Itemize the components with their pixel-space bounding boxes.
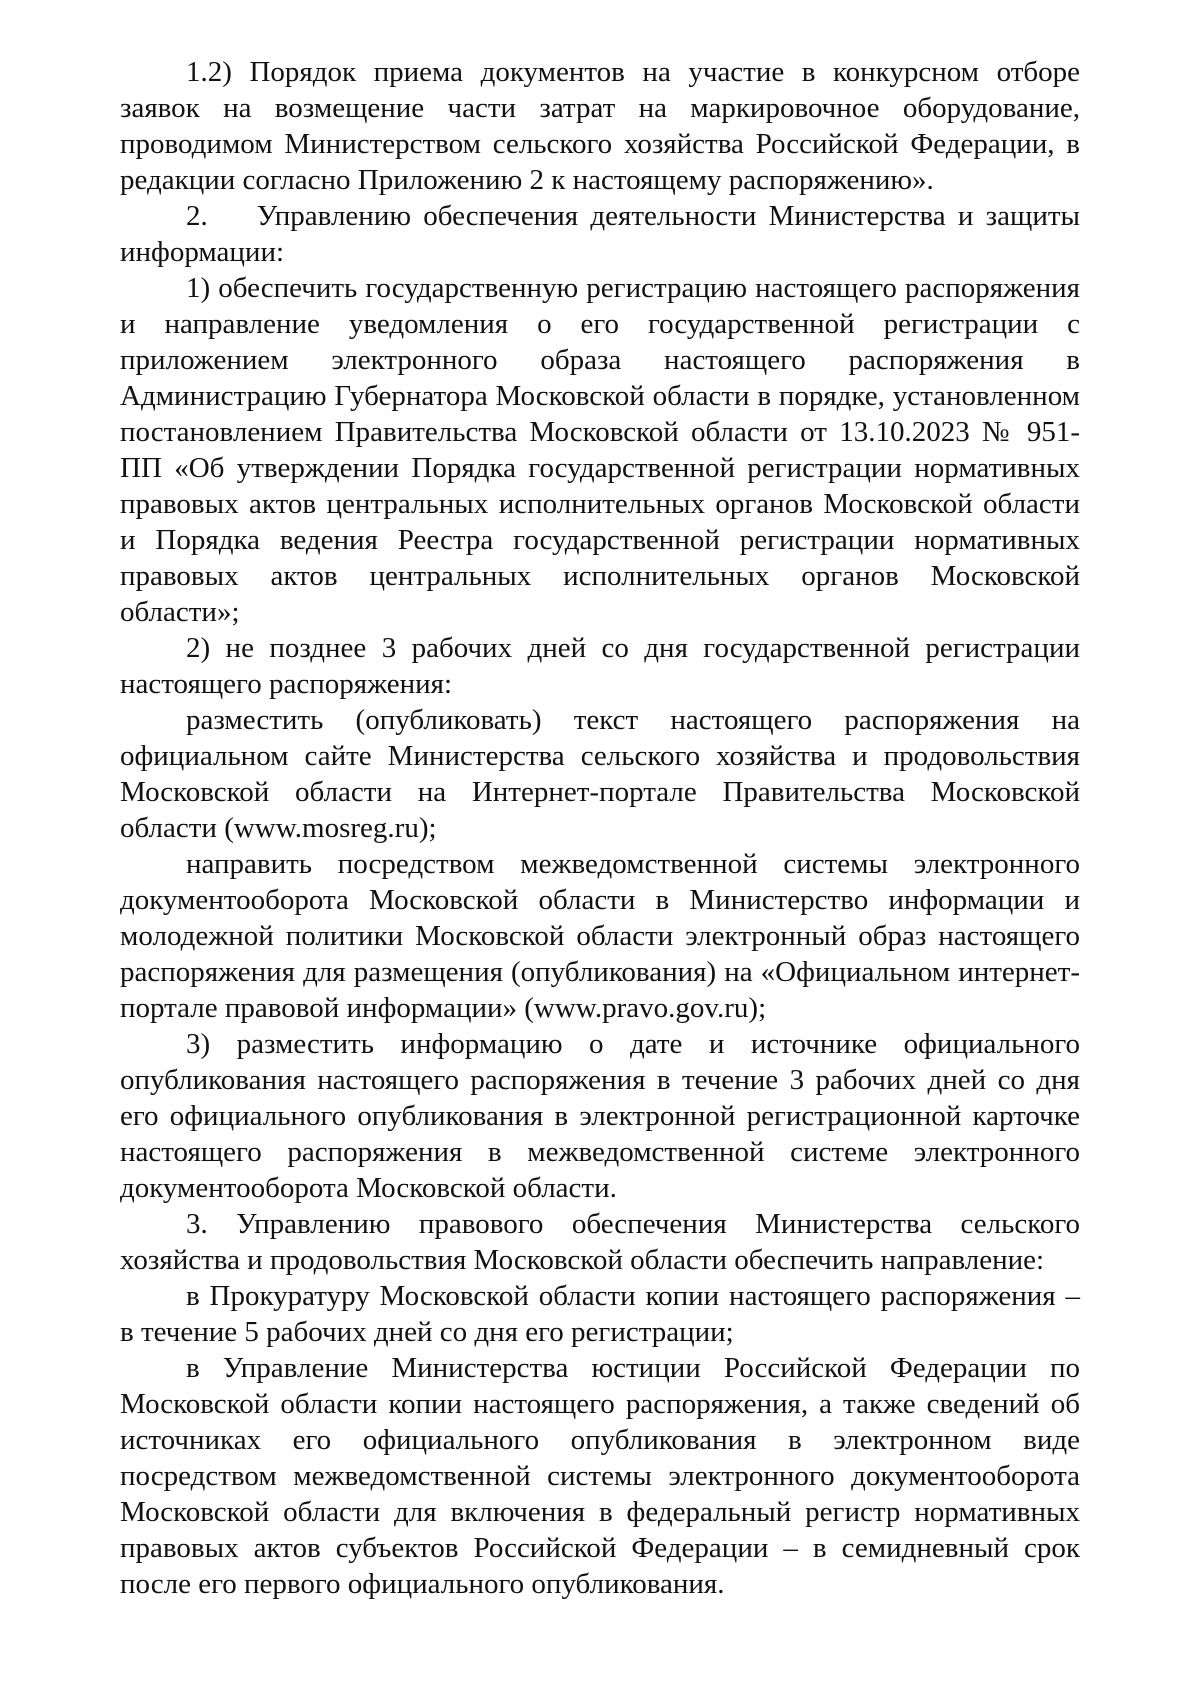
paragraph-section-3: 3. Управлению правового обеспечения Министерства сельского хозяйства и продовольствия Московской области обеспечить направление:	[120, 1208, 1080, 1276]
paragraph-item-3-publication-info: 3) разместить информацию о дате и источнике официального опубликования настоящего распоряжения в течение 3 рабочих дней со дня его официального опубликования в электронной регистрационной карточке настоящего распоряжения в межведомственной системе электронного документооборота Московской области.	[120, 1028, 1080, 1204]
paragraph-item-1-2: 1.2) Порядок приема документов на участие в конкурсном отборе заявок на возмещение части затрат на маркировочное оборудование, проводимом Министерством сельского хозяйства Российской Федерации, в редакции согласно Приложению 2 к настоящему распоряжению».	[120, 56, 1080, 196]
paragraph-prosecutor: в Прокуратуру Московской области копии настоящего распоряжения – в течение 5 рабочих дней со дня его регистрации;	[120, 1280, 1080, 1348]
paragraph-justice-ministry: в Управление Министерства юстиции Российской Федерации по Московской области копии настоящего распоряжения, а также сведений об источниках его официального опубликования в электронном виде посредством межведомственной системы электронного документооборота Московской области для включения в федеральный регистр нормативных правовых актов субъектов Российской Федерации – в семидневный срок после его первого официального опубликования.	[120, 1352, 1080, 1600]
paragraph-publish-mosreg: разместить (опубликовать) текст настоящего распоряжения на официальном сайте Министерства сельского хозяйства и продовольствия Московской области на Интернет-портале Правительства Московской области (www.mosreg.ru);	[120, 704, 1080, 844]
paragraph-section-2: 2. Управлению обеспечения деятельности Министерства и защиты информации:	[120, 200, 1080, 268]
paragraph-send-pravo: направить посредством межведомственной системы электронного документооборота Московской области в Министерство информации и молодежной политики Московской области электронный образ настоящего распоряжения для размещения (опубликования) на «Официальном интернет-портале правовой информации» (www.pravo.gov.ru);	[120, 848, 1080, 1024]
paragraph-item-2-deadline: 2) не позднее 3 рабочих дней со дня государственной регистрации настоящего распоряжения:	[120, 632, 1080, 700]
paragraph-item-1-registration: 1) обеспечить государственную регистрацию настоящего распоряжения и направление уведомления о его государственной регистрации с приложением электронного образа настоящего распоряжения в Администрацию Губернатора Московской области в порядке, установленном постановлением Правительства Московской области от 13.10.2023 № 951-ПП «Об утверждении Порядка государственной регистрации нормативных правовых актов центральных исполнительных органов Московской области и Порядка ведения Реестра государственной регистрации нормативных правовых актов центральных исполнительных органов Московской области»;	[120, 272, 1080, 628]
document-body	[120, 54, 1080, 1602]
